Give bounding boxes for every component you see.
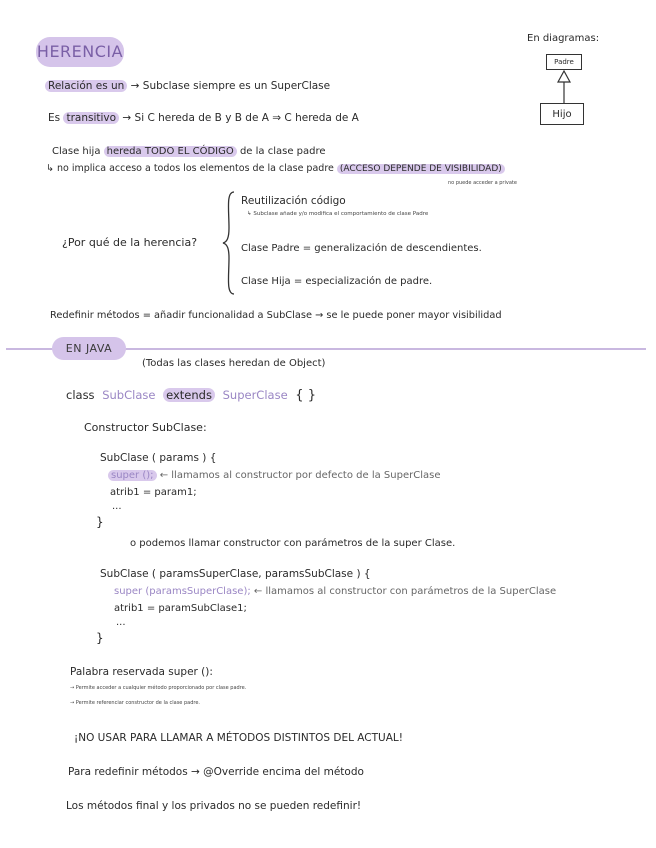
child-class-label: Hijo	[552, 108, 572, 120]
child-class-box	[540, 103, 584, 125]
superclase-name: SuperClase	[222, 388, 288, 402]
warning-note: ¡NO USAR PARA LLAMAR A MÉTODOS DISTINTOS DEL ACTUAL!	[74, 732, 403, 744]
reutilizacion-sub: ↳ Subclase añade y/o modifica el comportamiento de clase Padre	[247, 211, 429, 217]
parent-class-box	[546, 54, 582, 70]
object-note: (Todas las clases heredan de Object)	[142, 358, 326, 369]
constructor2-dots: ...	[116, 617, 126, 628]
constructor1-super-line	[108, 470, 440, 482]
java-section-label: EN JAVA	[52, 337, 126, 360]
reserved-item-1: → Permite acceder a cualquier método proporcionado por clase padre.	[70, 685, 247, 691]
no-implica-line	[46, 163, 505, 175]
curly-brace	[222, 190, 236, 296]
constructor2-signature: SubClase ( paramsSuperClase, paramsSubClase ) {	[100, 568, 371, 580]
relacion-highlight: Relación es un	[45, 80, 127, 92]
relacion-line	[45, 80, 330, 93]
subclase-name: SubClase	[102, 388, 156, 402]
constructor1-dots: ...	[112, 501, 122, 512]
override-note: Para redefinir métodos → @Override encima del método	[68, 766, 364, 778]
constructor1-signature: SubClase ( params ) {	[100, 452, 217, 464]
clase-hija-line	[52, 146, 326, 158]
transitivo-line	[48, 112, 359, 125]
clase-hija-highlight: hereda TODO EL CÓDIGO	[104, 146, 237, 157]
diagram-label: En diagramas:	[527, 33, 600, 44]
acceso-note: no puede acceder a private	[448, 180, 517, 186]
constructor1-close: }	[96, 515, 104, 529]
porque-question: ¿Por qué de la herencia?	[62, 236, 198, 249]
reutilizacion-text: Reutilización código	[241, 195, 346, 207]
redefinir-line: Redefinir métodos = añadir funcionalidad a SubClase → se le puede poner mayor visibilidad	[50, 310, 502, 321]
class-braces: { }	[295, 388, 316, 403]
transitivo-text: → Si C hereda de B y B de A ⇒ C hereda de A	[122, 112, 359, 124]
bullet-note: o podemos llamar constructor con parámetros de la super Clase.	[130, 538, 456, 549]
constructor1-comment: ← llamamos al constructor por defecto de la SuperClase	[159, 470, 441, 481]
class-keyword: class	[66, 388, 95, 402]
reserved-item-2: → Permite referenciar constructor de la clase padre.	[70, 700, 200, 706]
constructor2-super-line	[114, 586, 556, 598]
padre-generalizacion: Clase Padre = generalización de descendientes.	[241, 243, 482, 254]
constructor1-super-call: super ();	[108, 470, 157, 481]
constructor-title: Constructor SubClase:	[84, 421, 207, 434]
constructor2-close: }	[96, 631, 104, 645]
class-declaration	[66, 388, 316, 404]
transitivo-highlight: transitivo	[63, 112, 119, 124]
extends-keyword: extends	[163, 388, 215, 402]
constructor1-atrib: atrib1 = param1;	[110, 487, 197, 498]
constructor2-atrib: atrib1 = paramSubClase1;	[114, 603, 247, 614]
clase-hija-prefix: Clase hija	[52, 146, 101, 157]
constructor2-comment: ← llamamos al constructor con parámetros de la SuperClase	[253, 586, 557, 597]
parent-class-label: Padre	[554, 58, 574, 66]
final-note: Los métodos final y los privados no se pueden redefinir!	[66, 800, 362, 812]
transitivo-prefix: Es	[48, 112, 61, 124]
hija-especializacion: Clase Hija = especialización de padre.	[241, 276, 433, 287]
inheritance-arrow	[552, 70, 576, 104]
no-implica-text: ↳ no implica acceso a todos los elementos de la clase padre	[46, 163, 334, 174]
constructor2-super-call: super (paramsSuperClase);	[114, 586, 251, 597]
relacion-text: → Subclase siempre es un SuperClase	[130, 80, 331, 92]
reserved-title: Palabra reservada super ():	[70, 666, 213, 678]
clase-hija-text: de la clase padre	[239, 146, 326, 157]
acceso-highlight: (ACCESO DEPENDE DE VISIBILIDAD)	[337, 164, 505, 174]
page-title: HERENCIA	[36, 37, 124, 67]
